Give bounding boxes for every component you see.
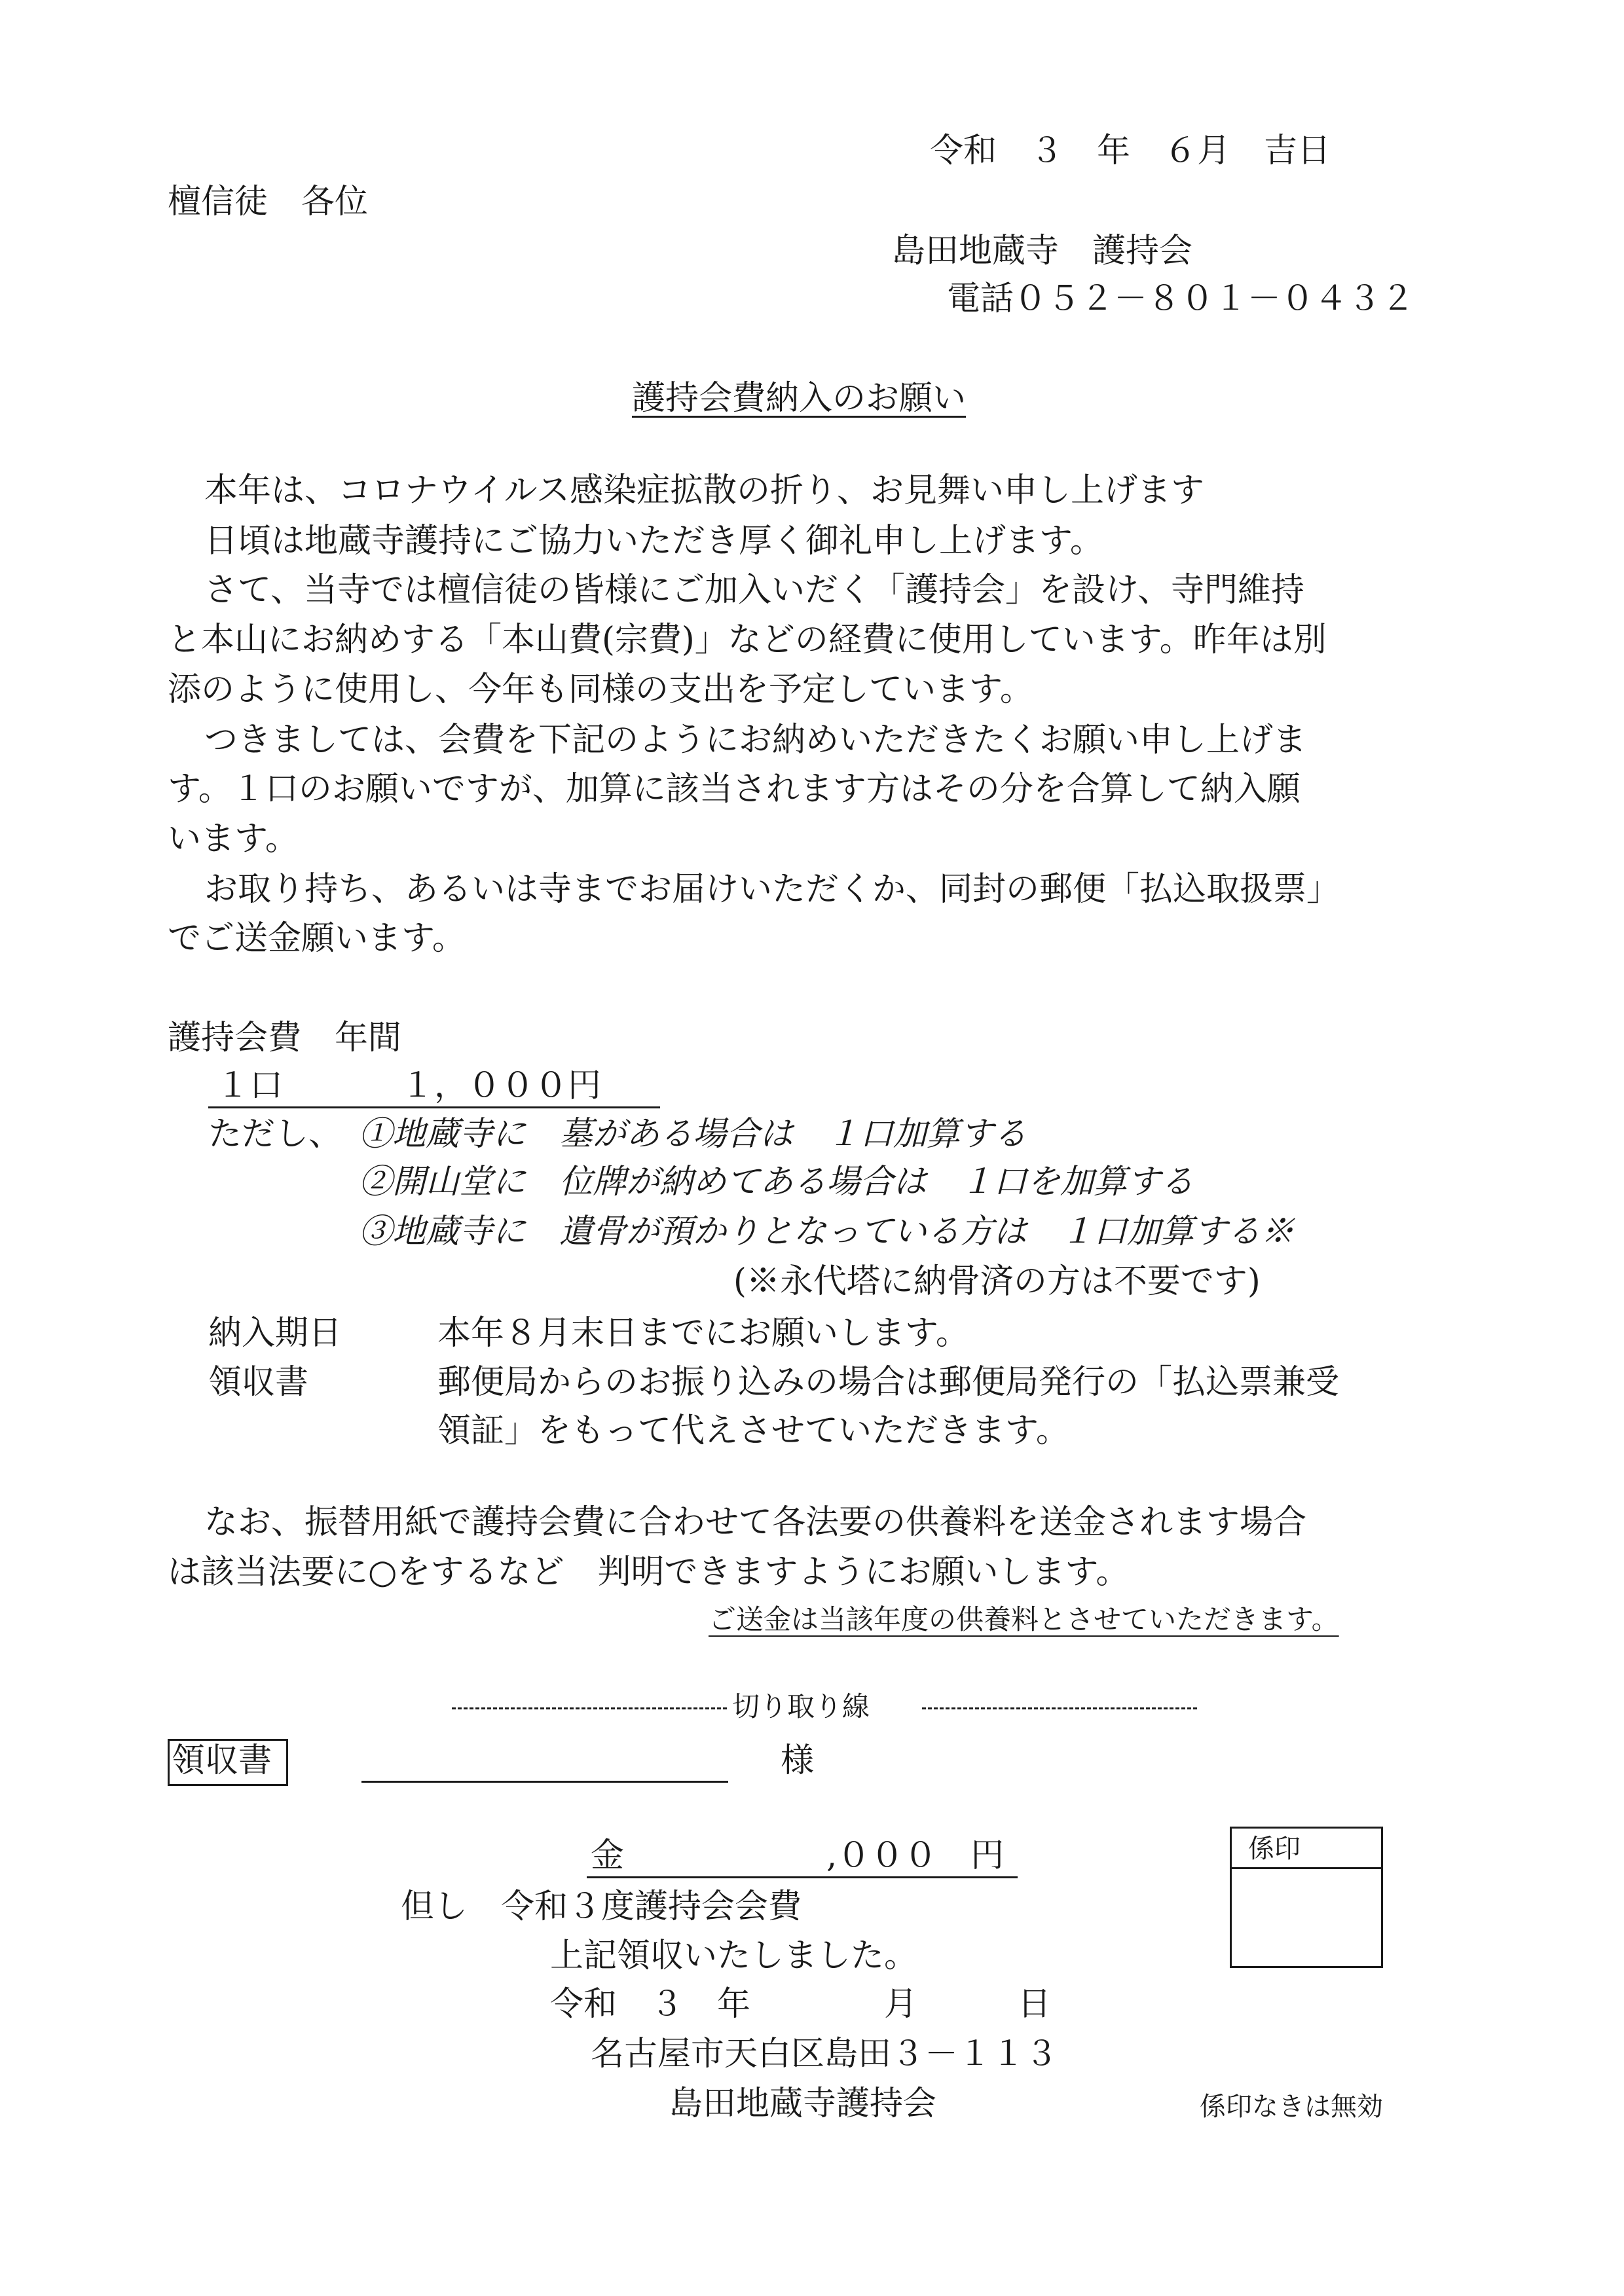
receipt-address: 名古屋市天白区島田３－１１３ <box>591 2035 1059 2073</box>
cut-line-right <box>922 1707 1197 1709</box>
body-line: と本山にお納めする「本山費(宗費)」などの経費に使用しています。昨年は別 <box>168 621 1327 659</box>
cut-line-label: 切り取り線 <box>732 1690 870 1722</box>
addressee: 檀信徒 各位 <box>168 183 369 221</box>
closing-line: は該当法要に○をするなど 判明できますようにお願いします。 <box>168 1553 1130 1592</box>
fee-label: 護持会費 年間 <box>168 1019 402 1057</box>
body-line: 添のように使用し、今年も同様の支出を予定しています。 <box>168 670 1033 709</box>
amount-prefix: 金 <box>591 1836 625 1875</box>
condition-note: (※永代塔に納骨済の方は不要です) <box>733 1262 1261 1301</box>
receipt-date: 令和 ３ 年 月 日 <box>550 1985 1052 2024</box>
receipt-text: 郵便局からのお振り込みの場合は郵便局発行の「払込票兼受 <box>437 1363 1340 1402</box>
closing-line: なお、振替用紙で護持会費に合わせて各法要の供養料を送金されます場合 <box>204 1503 1307 1542</box>
condition-item: ①地蔵寺に 墓がある場合は １口加算する <box>359 1115 1027 1154</box>
body-line: います。 <box>168 820 299 858</box>
document-title: 護持会費納入のお願い <box>632 379 967 418</box>
receipt-title: 領収書 <box>172 1741 272 1780</box>
body-line: 本年は、コロナウイルス感染症拡散の折り、お見舞い申し上げます <box>204 471 1204 510</box>
receipt-label: 領収書 <box>208 1363 309 1402</box>
body-line: す。１口のお願いですが、加算に該当されます方はその分を合算して納入願 <box>168 770 1301 809</box>
body-line: さて、当寺では檀信徒の皆様にご加入いだく「護持会」を設け、寺門維持 <box>204 571 1304 610</box>
fee-underline <box>208 1106 660 1108</box>
amount-suffix: ,０００ 円 <box>826 1836 1005 1875</box>
deadline-text: 本年８月末日までにお願いします。 <box>437 1314 969 1353</box>
sender-name: 島田地蔵寺 護持会 <box>892 232 1193 270</box>
receipt-org: 島田地蔵寺護持会 <box>669 2085 937 2123</box>
recipient-honorific: 様 <box>781 1741 815 1780</box>
stamp-note: 係印なきは無効 <box>1200 2092 1383 2122</box>
receipt-text: 領証」をもって代えさせていただきます。 <box>437 1412 1069 1450</box>
condition-item: ②開山堂に 位牌が納めてある場合は １口を加算する <box>359 1163 1194 1201</box>
condition-item: ③地蔵寺に 遺骨が預かりとなっている方は １口加算する※ <box>359 1212 1295 1251</box>
amount-underline <box>587 1876 1018 1878</box>
cut-line-left <box>452 1707 727 1709</box>
fee-unit: １口 <box>216 1066 284 1105</box>
document-date: 令和 ３ 年 ６月 吉日 <box>930 132 1331 170</box>
stamp-label: 係印 <box>1248 1834 1301 1864</box>
recipient-name-line <box>361 1781 728 1783</box>
body-line: お取り持ち、あるいは寺までお届けいただくか、同封の郵便「払込取扱票」 <box>204 870 1340 909</box>
body-line: つきましては、会費を下記のようにお納めいただきたくお願い申し上げま <box>204 721 1307 759</box>
body-line: 日頃は地蔵寺護持にご協力いただき厚く御礼申し上げます。 <box>204 522 1103 560</box>
fee-amount: １，０００円 <box>401 1066 602 1105</box>
receipt-received: 上記領収いたしました。 <box>550 1937 918 1975</box>
closing-note: ご送金は当該年度の供養料とさせていただきます。 <box>709 1603 1339 1635</box>
condition-lead: ただし、 <box>208 1115 342 1154</box>
receipt-purpose: 但し 令和３度護持会会費 <box>401 1887 802 1926</box>
sender-phone: 電話０５２－８０１－０４３２ <box>947 280 1415 318</box>
deadline-label: 納入期日 <box>208 1314 342 1353</box>
body-line: でご送金願います。 <box>168 919 466 958</box>
stamp-box-divider <box>1230 1867 1383 1869</box>
